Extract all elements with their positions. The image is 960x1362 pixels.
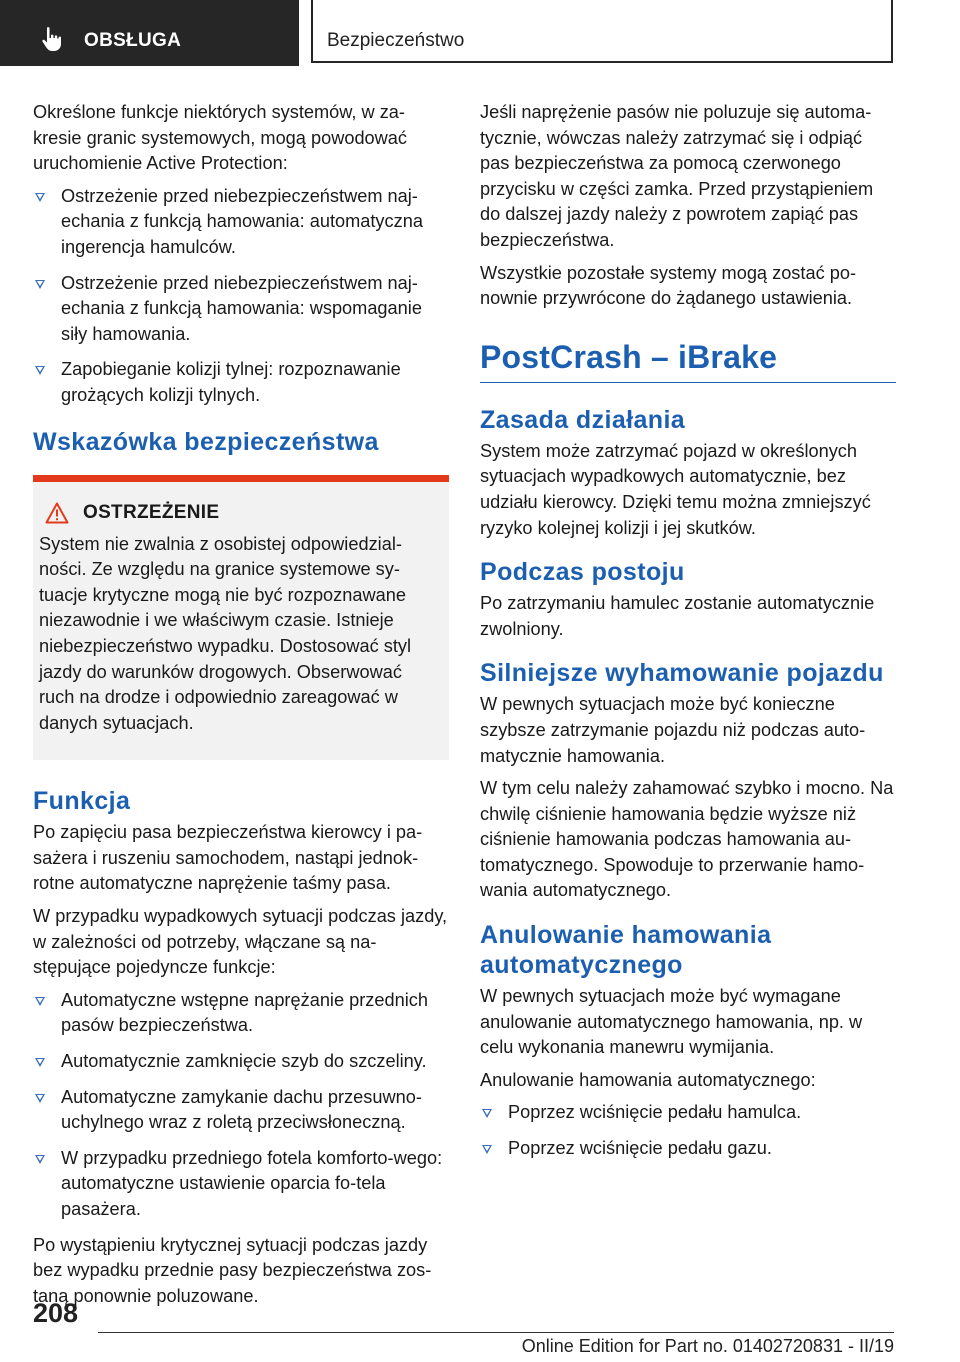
release-paragraph: Jeśli naprężenie pasów nie poluzuje się automa-tycznie, wówczas należy zatrzymać się i odpiąć pas bezpieczeństwa za pomocą czerwonego przycisku w części zamka. Przed przystąpieniem do dalszej jazdy należy z powrotem zapiąć pas bezpieczeństwa. (480, 102, 874, 250)
main-heading: PostCrash – iBrake (480, 338, 896, 383)
cancel-paragraph-1: W pewnych sytuacjach może być wymagane anulowanie automatycznego hamowania, np. w celu wykonania manewru wymijania. (480, 986, 863, 1058)
list-item-text: Zapobieganie kolizji tylnej: rozpoznawanie grożących kolizji tylnych. (61, 359, 401, 405)
warning-triangle-icon (45, 502, 69, 524)
right-column (480, 100, 896, 1172)
list-item-text: Poprzez wciśnięcie pedału gazu. (508, 1138, 772, 1159)
cancel-list (480, 1100, 896, 1161)
hand-pointer-icon (40, 26, 66, 52)
triangle-bullet-icon (35, 1155, 45, 1164)
function-paragraph-2: W przypadku wypadkowych sytuacji podczas jazdy, w zależności od potrzeby, włączane są na-stępujące pojedyncze funkcje: (33, 906, 448, 978)
list-item-text: W przypadku przedniego fotela komforto-wego: automatyczne ustawienie oparcia fo-tela pasażera. (61, 1147, 443, 1219)
warning-header (39, 502, 441, 524)
list-item (33, 1085, 449, 1136)
intro-list (33, 184, 449, 409)
footer-divider (98, 1332, 894, 1333)
warning-text: System nie zwalnia z osobistej odpowiedzial-ności. Ze względu na granice systemowe sy-tuacje krytyczne mogą nie być rozpoznawane niezawodnie i we właściwym czasie. Istnieje niebezpieczeństwo wypadku. Dostosować styl jazdy do warunków drogowych. Obserwować ruch na drodze i odpowiednio zareagować w danych sytuacjach. (39, 533, 412, 733)
triangle-bullet-icon (35, 1058, 45, 1067)
topic-tab (311, 0, 893, 63)
stronger-paragraph-1: W pewnych sytuacjach może być konieczne szybsze zatrzymanie pojazdu niż podczas auto-matycznie hamowania. (480, 694, 866, 766)
principle-heading: Zasada działania (480, 405, 686, 434)
standstill-paragraph: Po zatrzymaniu hamulec zostanie automatycznie zwolniony. (480, 593, 875, 639)
triangle-bullet-icon (482, 1145, 492, 1154)
list-item (33, 357, 449, 408)
list-item (33, 988, 449, 1039)
stronger-braking-heading: Silniejsze wyhamowanie pojazdu (480, 659, 884, 688)
restore-paragraph: Wszystkie pozostałe systemy mogą zostać po-nownie przywrócone do żądanego ustawienia. (480, 262, 857, 309)
list-item-text: Automatyczne wstępne naprężanie przednich pasów bezpieczeństwa. (61, 989, 429, 1036)
list-item-text: Ostrzeżenie przed niebezpieczeństwem naj-echania z funkcją hamowania: automatyczna ingerencja hamulców. (61, 185, 423, 257)
list-item (33, 271, 449, 348)
section-tab-label: OBSŁUGA (84, 30, 182, 51)
list-item-text: Poprzez wciśnięcie pedału hamulca. (508, 1102, 802, 1123)
triangle-bullet-icon (482, 1109, 492, 1118)
list-item (480, 1136, 896, 1162)
edition-note: Online Edition for Part no. 01402720831 - II/19 (521, 1336, 894, 1356)
list-item (33, 1049, 449, 1075)
standstill-heading: Podczas postoju (480, 558, 685, 587)
safety-heading: Wskazówka bezpieczeństwa (33, 427, 379, 456)
function-paragraph-1: Po zapięciu pasa bezpieczeństwa kierowcy i pa-sażera i ruszeniu samochodem, nastąpi jednok-rotne automatyczne naprężenie taśmy pasa. (33, 822, 423, 894)
principle-paragraph: System może zatrzymać pojazd w określonych sytuacjach wypadkowych automatycznie, bez udziału kierowcy. Dzięki temu można zmniejszyć ryzyko kolejnej kolizji i jej skutków. (480, 440, 871, 538)
triangle-bullet-icon (35, 1094, 45, 1103)
triangle-bullet-icon (35, 193, 45, 202)
function-paragraph-3: Po wystąpieniu krytycznej sytuacji podczas jazdy bez wypadku przednie pasy bezpieczeństwa zos-taną ponownie poluzowane. (33, 1234, 432, 1306)
triangle-bullet-icon (35, 366, 45, 375)
list-item (33, 184, 449, 261)
list-item-text: Automatycznie zamknięcie szyb do szczeliny. (61, 1051, 427, 1072)
page-number: 208 (33, 1298, 79, 1328)
function-list (33, 988, 449, 1223)
left-column (33, 100, 449, 1316)
warning-title: OSTRZEŻENIE (83, 501, 220, 523)
intro-paragraph: Określone funkcje niektórych systemów, w za-kresie granic systemowych, mogą powodować uruchomienie Active Protection: (33, 102, 408, 174)
list-item-text: Automatyczne zamykanie dachu przesuwno-uchylnego wraz z roletą przeciwsłoneczną. (61, 1086, 422, 1133)
list-item (480, 1100, 896, 1126)
cancel-paragraph-2: Anulowanie hamowania automatycznego: (480, 1069, 816, 1090)
cancel-heading: Anulowanie hamowania automatycznego (480, 921, 772, 980)
list-item (33, 1146, 449, 1223)
triangle-bullet-icon (35, 997, 45, 1006)
warning-box (33, 475, 449, 761)
page-header (0, 0, 960, 66)
triangle-bullet-icon (35, 280, 45, 289)
topic-tab-label: Bezpieczeństwo (327, 30, 465, 51)
stronger-paragraph-2: W tym celu należy zahamować szybko i mocno. Na chwilę ciśnienie hamowania będzie wyższe niż ciśnienie hamowania podczas hamowania au-tomatycznego. Spowoduje to przerwanie hamo-wania automatycznego. (480, 778, 894, 901)
function-heading: Funkcja (33, 787, 131, 816)
section-tab (0, 0, 299, 66)
list-item-text: Ostrzeżenie przed niebezpieczeństwem naj-echania z funkcją hamowania: wspomaganie siły hamowania. (61, 272, 422, 344)
